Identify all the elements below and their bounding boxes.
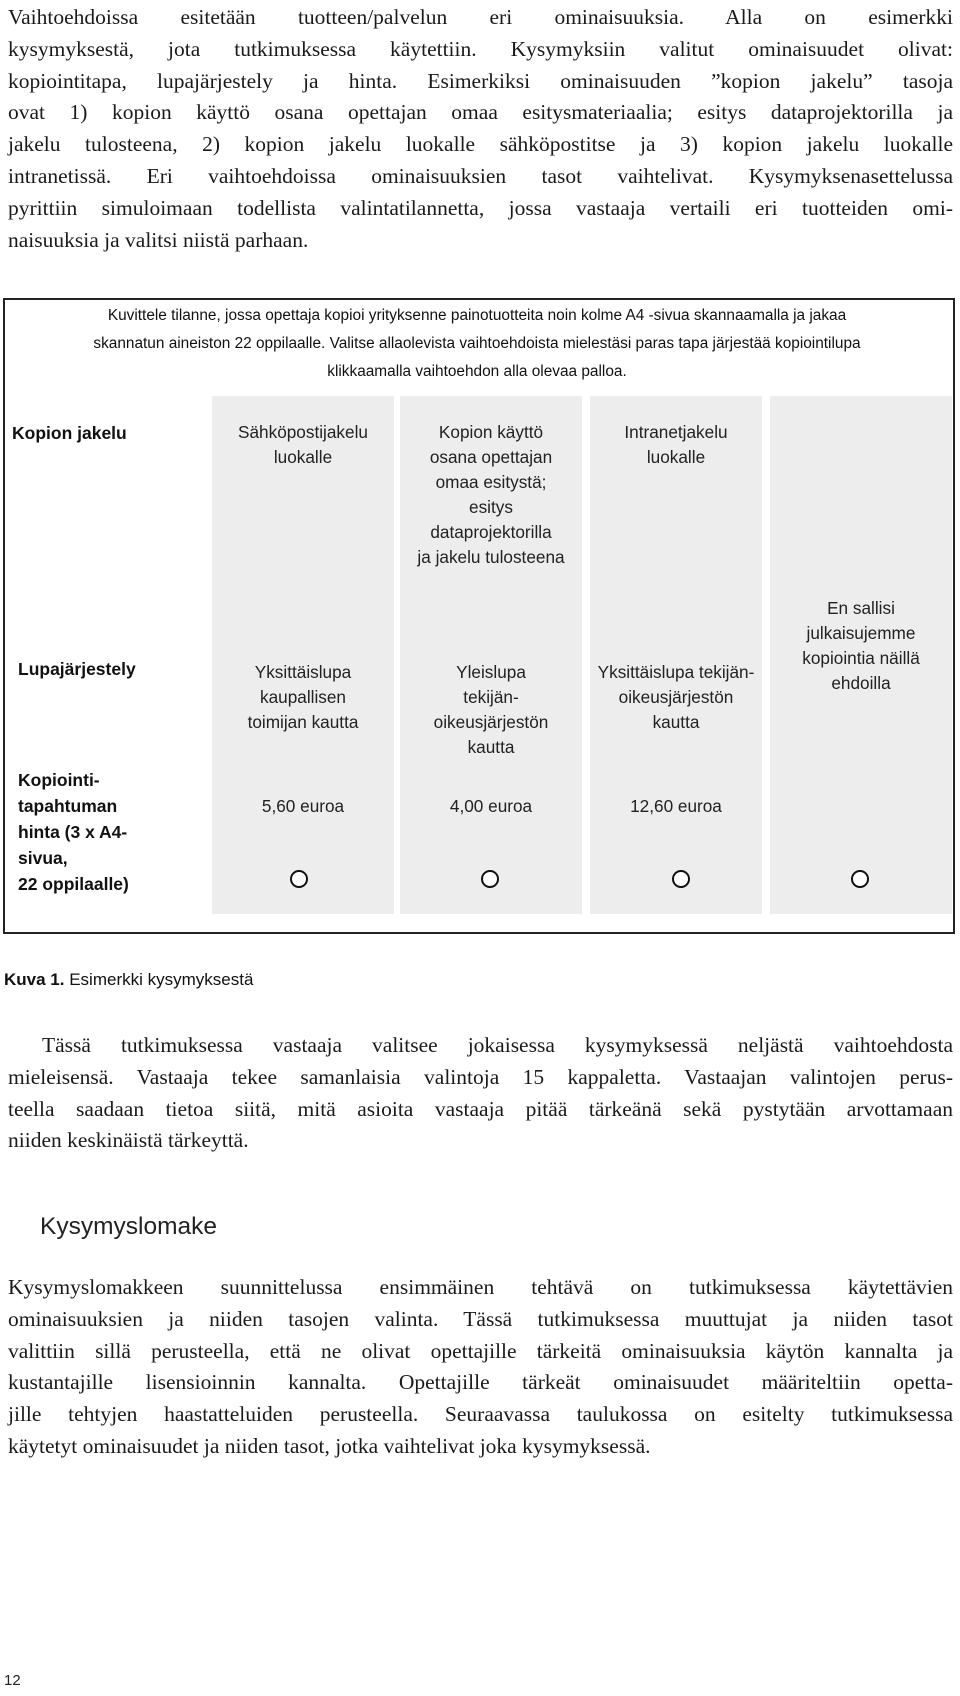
text-line: käytetyt ominaisuudet ja niiden tasot, jotka vaihtelivat joka kysymyksessä. (8, 1433, 651, 1458)
price-option-1: 5,60 euroa (261, 796, 345, 816)
cell-line: Intranetjakelu (624, 422, 728, 442)
instruction-line: skannatun aineiston 22 oppilaalle. Valitse allaolevista vaihtoehdoista mielestäsi paras tapa järjestää kopiointilupa (93, 335, 861, 352)
licensing-option-3 (580, 660, 772, 735)
section-paragraph (8, 1272, 953, 1463)
option-1-radio[interactable] (290, 870, 308, 888)
option-2-radio[interactable] (481, 870, 499, 888)
cell-line: oikeusjärjestön (433, 712, 549, 732)
row-header-line: hinta (3 x A4- (18, 822, 128, 842)
text-line: kysymyksestä, jota tutkimuksessa käytettiin. Kysymyksiin valitut ominaisuudet olivat: (8, 36, 953, 61)
option-4-radio[interactable] (851, 870, 869, 888)
cell-line: osana opettajan (429, 447, 553, 467)
text-line: Vaihtoehdoissa esitetään tuotteen/palvelun eri ominaisuuksia. Alla on esimerkki (8, 5, 953, 29)
row-header-line: sivua, (18, 848, 68, 868)
row-header-distribution: Kopion jakelu (12, 423, 127, 443)
text-line: valittiin sillä perusteella, että ne olivat opettajille tärkeitä ominaisuuksia käytön kannalta ja (8, 1338, 953, 1363)
text-line: niiden keskinäistä tärkeyttä. (8, 1128, 249, 1153)
caption-text: Esimerkki kysymyksestä (64, 970, 254, 989)
price-option-2: 4,00 euroa (449, 796, 533, 816)
distribution-option-3 (580, 420, 772, 470)
cell-line: toimijan kautta (247, 712, 359, 732)
cell-line: dataprojektorilla (430, 522, 552, 542)
licensing-option-2 (400, 660, 582, 760)
cell-line: oikeusjärjestön (618, 687, 734, 707)
cell-line: kautta (467, 737, 515, 757)
row-header-line: 22 oppilaalle) (18, 874, 129, 894)
cell-line: ja jakelu tulosteena (417, 547, 565, 567)
text-line: jille tehtyjen haastatteluiden perusteella. Seuraavassa taulukossa on esitelty tutkimuksessa (8, 1402, 953, 1427)
option-column-1 (212, 396, 394, 914)
question-instruction (12, 302, 942, 386)
row-header-line: tapahtuman (18, 796, 118, 816)
text-line: kopiointitapa, lupajärjestely ja hinta. Esimerkiksi ominaisuuden ”kopion jakelu” tasoja (8, 68, 953, 93)
instruction-line: klikkaamalla vaihtoehdon alla olevaa palloa. (327, 363, 627, 380)
instruction-line: Kuvittele tilanne, jossa opettaja kopioi yrityksenne painotuotteita noin kolme A4 -sivua skannaamalla ja jakaa (107, 307, 847, 324)
row-header-price (18, 767, 188, 897)
text-line: mieleisensä. Vastaaja tekee samanlaisia valintoja 15 kappaletta. Vastaajan valintojen perus- (8, 1064, 953, 1089)
cell-line: Kopion käyttö (438, 422, 544, 442)
row-header-licensing: Lupajärjestely (18, 659, 136, 679)
price-option-3: 12,60 euroa (630, 796, 722, 816)
cell-line: En sallisi (827, 598, 895, 618)
caption-label: Kuva 1. (4, 970, 65, 989)
distribution-option-1 (212, 420, 394, 470)
cell-line: julkaisujemme (806, 623, 916, 643)
cell-line: omaa esitystä; (435, 472, 547, 492)
cell-line: kaupallisen (260, 687, 346, 707)
text-line: kustantajille lisensioinnin kannalta. Opettajille tärkeät ominaisuudet määriteltiin opetta- (8, 1370, 953, 1395)
paragraph-after-figure (8, 1030, 953, 1157)
option-3-radio[interactable] (672, 870, 690, 888)
cell-line: luokalle (646, 447, 706, 467)
cell-line: esitys (469, 497, 513, 517)
cell-line: luokalle (273, 447, 333, 467)
no-permission-option (770, 596, 952, 696)
text-line: intranetissä. Eri vaihtoehdoissa ominaisuuksien tasot vaihtelivat. Kysymyksenasettelussa (8, 163, 953, 188)
section-heading: Kysymyslomake (40, 1213, 217, 1240)
distribution-option-2 (400, 420, 582, 570)
text-line: ovat 1) kopion käyttö osana opettajan omaa esitysmateriaalia; esitys dataprojektorilla ja (8, 100, 953, 125)
cell-line: ehdoilla (831, 673, 891, 693)
intro-paragraph (8, 2, 953, 256)
figure-caption (4, 970, 253, 990)
licensing-option-1 (212, 660, 394, 735)
text-line: jakelu tulosteena, 2) kopion jakelu luokalle sähköpostitse ja 3) kopion jakelu luokalle (8, 132, 953, 157)
cell-line: kopiointia näillä (802, 648, 920, 668)
row-header-line: Kopiointi- (18, 770, 100, 790)
text-line: ominaisuuksien ja niiden tasojen valinta. Tässä tutkimuksessa muuttujat ja niiden tasot (8, 1306, 953, 1331)
cell-line: Yksittäislupa (254, 662, 352, 682)
cell-line: tekijän- (463, 687, 519, 707)
page-number: 12 (4, 1672, 21, 1689)
text-line: Tässä tutkimuksessa vastaaja valitsee jokaisessa kysymyksessä neljästä vaihtoehdosta (42, 1033, 953, 1057)
text-line: teella saadaan tietoa siitä, mitä asioita vastaaja pitää tärkeänä sekä pystytään arvottamaan (8, 1096, 953, 1121)
text-line: Kysymyslomakkeen suunnittelussa ensimmäinen tehtävä on tutkimuksessa käytettävien (8, 1275, 953, 1299)
cell-line: Sähköpostijakelu (238, 422, 368, 442)
text-line: pyrittiin simuloimaan todellista valintatilannetta, jossa vastaaja vertaili eri tuotteiden omi- (8, 195, 953, 220)
cell-line: Yleislupa (456, 662, 526, 682)
cell-line: Yksittäislupa tekijän- (597, 662, 755, 682)
option-column-3 (590, 396, 762, 914)
text-line: naisuuksia ja valitsi niistä parhaan. (8, 227, 309, 252)
cell-line: kautta (652, 712, 700, 732)
